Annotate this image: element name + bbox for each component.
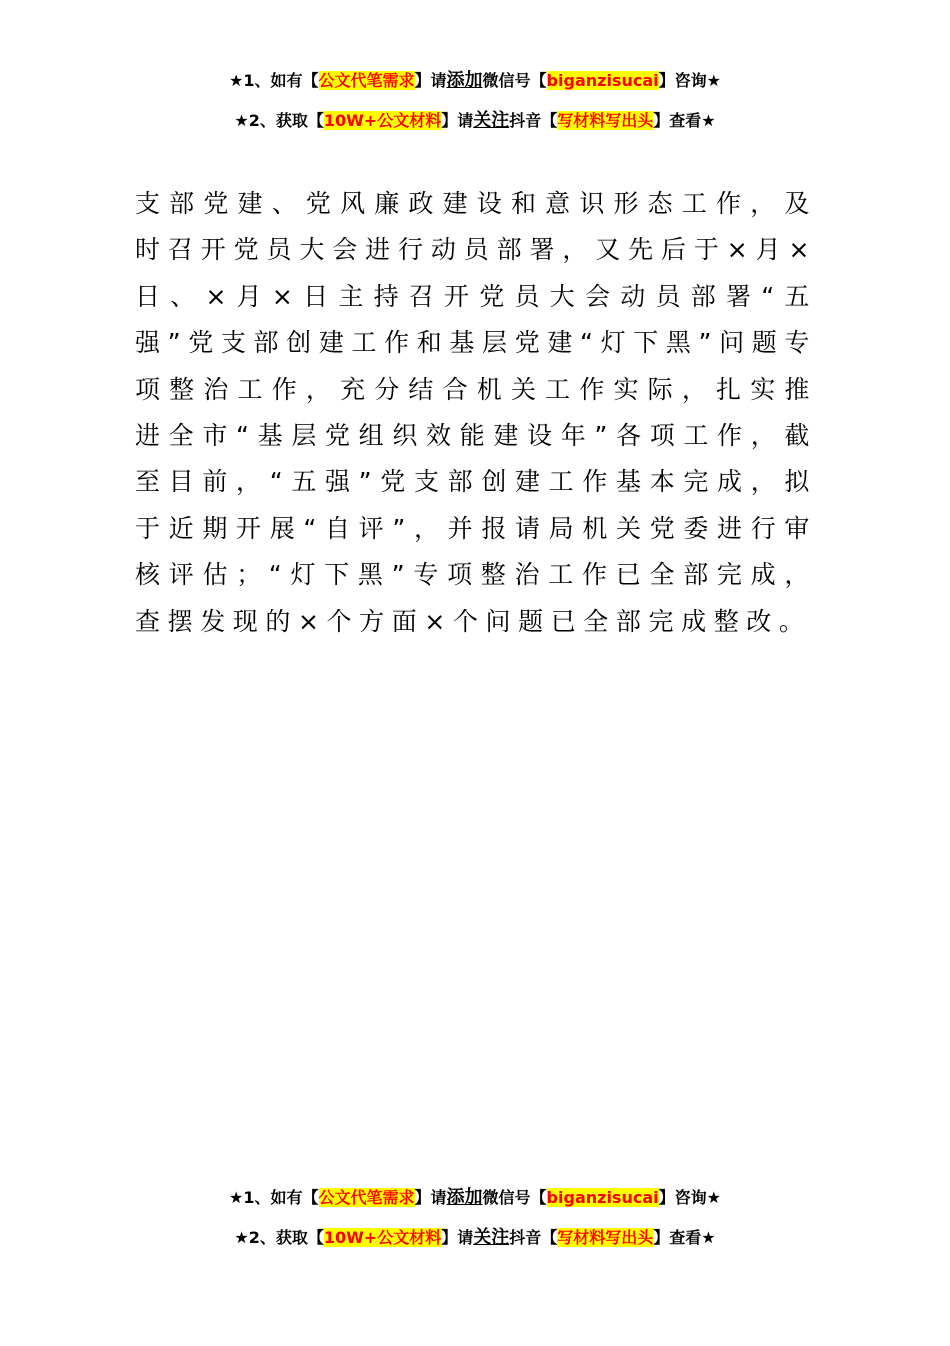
banner-text: 】请 <box>441 111 474 130</box>
banner-text: 抖音【 <box>509 111 558 130</box>
underlined-action: 关注 <box>473 1227 510 1248</box>
banner-text: 1、如有【 <box>243 1188 319 1207</box>
underlined-action: 添加 <box>446 70 483 91</box>
banner-line-2 <box>0 101 950 141</box>
highlight-douyin-id: 写材料写出头 <box>557 111 654 130</box>
highlight-materials: 10W+公文材料 <box>323 111 442 130</box>
highlight-wechat-id: biganzisucai <box>546 71 659 90</box>
banner-line-2 <box>0 1218 950 1258</box>
highlight-wechat-id: biganzisucai <box>546 1188 659 1207</box>
star-icon: ★ <box>701 111 716 130</box>
banner-text: 微信号【 <box>482 71 547 90</box>
banner-text: 】请 <box>414 71 447 90</box>
body-paragraph: 支部党建、党风廉政建设和意识形态工作，及时召开党员大会进行动员部署，又先后于×月×日、×月×日主持召开党员大会动员部署“五强”党支部创建工作和基层党建“灯下黑”问题专项整治工作，充分结合机关工作实际，扎实推进全市“基层党组织效能建设年”各项工作，截至目前，“五强”党支部创建工作基本完成，拟于近期开展“自评”，并报请局机关党委进行审核评估；“灯下黑”专项整治工作已全部完成，查摆发现的×个方面×个问题已全部完成整改。 <box>135 189 817 636</box>
banner-line-1 <box>0 61 950 101</box>
star-icon: ★ <box>229 71 244 90</box>
star-icon: ★ <box>234 1228 249 1247</box>
star-icon: ★ <box>701 1228 716 1247</box>
banner-text: 】查看 <box>653 1228 702 1247</box>
banner-text: 2、获取【 <box>248 111 324 130</box>
banner-text: 】查看 <box>653 111 702 130</box>
header-banner <box>0 61 950 141</box>
banner-text: 2、获取【 <box>248 1228 324 1247</box>
banner-text: 】请 <box>414 1188 447 1207</box>
highlight-douyin-id: 写材料写出头 <box>557 1228 654 1247</box>
highlight-service: 公文代笔需求 <box>318 1188 415 1207</box>
highlight-materials: 10W+公文材料 <box>323 1228 442 1247</box>
banner-text: 】请 <box>441 1228 474 1247</box>
highlight-service: 公文代笔需求 <box>318 71 415 90</box>
banner-text: 】咨询 <box>658 71 707 90</box>
underlined-action: 添加 <box>446 1187 483 1208</box>
banner-text: 】咨询 <box>658 1188 707 1207</box>
underlined-action: 关注 <box>473 110 510 131</box>
star-icon: ★ <box>706 1188 721 1207</box>
banner-text: 抖音【 <box>509 1228 558 1247</box>
banner-line-1 <box>0 1178 950 1218</box>
banner-text: 1、如有【 <box>243 71 319 90</box>
banner-text: 微信号【 <box>482 1188 547 1207</box>
star-icon: ★ <box>229 1188 244 1207</box>
star-icon: ★ <box>706 71 721 90</box>
star-icon: ★ <box>234 111 249 130</box>
footer-banner <box>0 1178 950 1258</box>
